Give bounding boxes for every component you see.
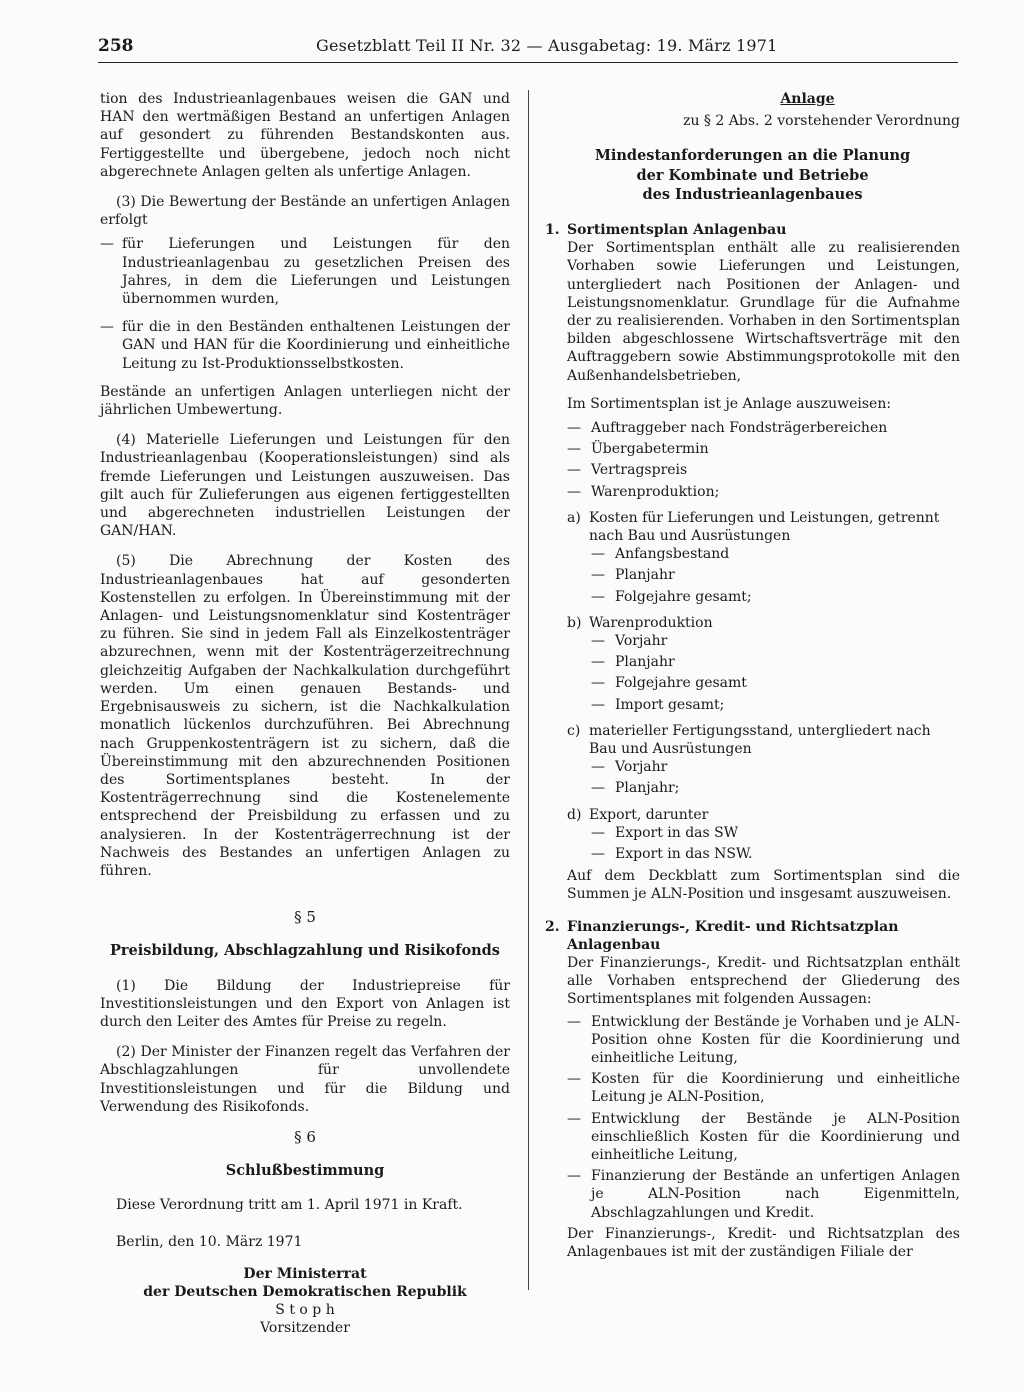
paragraph: Der Finanzierungs-, Kredit- und Richtsatzplan enthält alle Vorhaben entsprechend der Gliederung des Sortimentsplanes mit folgenden Aussagen: <box>567 955 960 1008</box>
column-divider <box>528 90 529 1290</box>
list-text: Planjahr <box>615 654 675 671</box>
paragraph: Auf dem Deckblatt zum Sortimentsplan sind die Summen je ALN-Position und insgesamt auszuweisen. <box>567 868 960 903</box>
section-number: § 6 <box>294 1127 316 1146</box>
lettered-text: materieller Fertigungsstand, untergliedert nach Bau und Ausrüstungen <box>589 722 931 757</box>
dash-marker: — <box>591 546 605 563</box>
letter-marker: d) <box>567 806 582 823</box>
paragraph: (5) Die Abrechnung der Kosten des Industrieanlagenbaues hat auf gesonderten Kostenstellen zu erfolgen. In Übereinstimmung mit der Anlagen- und Leistungsnomenklatur sind Kostenträger zu führen. Sie sind in jedem Fall als Einzelkostenträger abzurechnen, wenn mit der Kostenträgerzeitrechnung gleichzeitig Aufgaben der Nachkalkulation durchgeführt werden. Um einen genauen Bestands- und Ergebnisausweis zu sichern, ist die Nachkalkulation monatlich lückenlos durchzuführen. Bei Abrechnung nach Gruppenkostenträgern ist zu sichern, daß die Übereinstimmung mit den abzurechnenden Positionen des Sortimentsplanes besteht. In der Kostenträgerrechnung sind die Kostenelemente entsprechend der Preisbildung zu erfassen und zu analysieren. In der Kostenträgerrechnung ist der Nachweis des Bestandes an unfertigen Anlagen zu führen. <box>100 553 510 879</box>
list-text: Planjahr <box>615 567 675 584</box>
item-number: 2. <box>545 918 560 935</box>
dash-marker: — <box>567 419 581 436</box>
lettered-item <box>567 722 960 758</box>
section-title: Preisbildung, Abschlagzahlung und Risikofonds <box>110 942 500 960</box>
dash-marker: — <box>591 654 605 671</box>
lettered-text: Kosten für Lieferungen und Leistungen, getrennt nach Bau und Ausrüstungen <box>589 509 940 544</box>
dash-marker: — <box>591 675 605 692</box>
list-item <box>591 696 960 714</box>
paragraph: (1) Die Bildung der Industriepreise für Investitionsleistungen und den Export von Anlagen ist durch den Leiter des Amtes für Preise zu regeln. <box>100 977 510 1030</box>
dash-item <box>100 235 510 308</box>
dash-marker: — <box>591 567 605 584</box>
left-column <box>100 90 510 1338</box>
letter-marker: c) <box>567 722 581 739</box>
list-item <box>567 483 960 501</box>
dash-marker: — <box>591 780 605 797</box>
paragraph: (3) Die Bewertung der Bestände an unfertigen Anlagen erfolgt <box>100 194 510 229</box>
letter-marker: a) <box>567 509 581 526</box>
item-title: Sortimentsplan Anlagenbau <box>567 221 787 238</box>
sub-list <box>567 824 960 863</box>
list-item <box>567 1013 960 1068</box>
list-item <box>567 1167 960 1222</box>
list-item <box>591 758 960 776</box>
list-item <box>567 1110 960 1165</box>
running-title: Gesetzblatt Teil II Nr. 32 — Ausgabetag: 19. März 1971 <box>316 36 778 55</box>
paragraph: Bestände an unfertigen Anlagen unterliegen nicht der jährlichen Umbewertung. <box>100 383 510 419</box>
dash-marker: — <box>567 441 581 458</box>
list-text: Folgejahre gesamt; <box>615 588 752 605</box>
list-item <box>567 461 960 479</box>
paragraph: tion des Industrieanlagenbaues weisen die GAN und HAN den wertmäßigen Bestand an unfertigen Anlagen auf gesondert zu führenden Bestandskonten aus. Fertiggestellte und übergebene, jedoch noch nicht abgerechnete Anlagen gelten als unfertige Anlagen. <box>100 91 510 180</box>
list-text: Kosten für die Koordinierung und einheitliche Leitung je ALN-Position, <box>591 1071 960 1106</box>
list-item <box>567 1070 960 1106</box>
list-text: Folgejahre gesamt <box>615 675 747 692</box>
lettered-text: Warenproduktion <box>589 614 713 631</box>
dash-marker: — <box>591 696 605 713</box>
annex-label: Anlage <box>780 91 835 107</box>
sub-list <box>567 632 960 714</box>
letter-marker: b) <box>567 614 582 631</box>
list-item <box>591 824 960 842</box>
lettered-item <box>567 509 960 545</box>
list-text: Export in das NSW. <box>615 846 753 862</box>
list-item <box>591 545 960 563</box>
dash-marker: — <box>591 759 605 776</box>
paragraph: Der Finanzierungs-, Kredit- und Richtsatzplan des Anlagenbaues ist mit der zuständigen Filiale der <box>567 1225 960 1261</box>
list-text: Entwicklung der Bestände je ALN-Position einschließlich Kosten für die Koordinierung und einheitliche Leitung, <box>591 1110 960 1164</box>
dash-marker: — <box>567 483 581 500</box>
list-text: Planjahr; <box>615 780 680 797</box>
lettered-item <box>567 614 960 632</box>
dash-marker: — <box>567 462 581 479</box>
item-number: 1. <box>545 221 560 238</box>
dash-marker: — <box>100 236 114 253</box>
signature-body: Der Ministerrat <box>243 1265 367 1282</box>
signature-body: der Deutschen Demokratischen Republik <box>143 1283 467 1300</box>
list-text: Warenproduktion; <box>591 483 720 500</box>
list-item <box>591 588 960 606</box>
paragraph: Diese Verordnung tritt am 1. April 1971 in Kraft. <box>116 1197 463 1214</box>
list-item <box>591 674 960 692</box>
lettered-text: Export, darunter <box>589 806 709 823</box>
sub-list <box>567 758 960 797</box>
list-text: Anfangsbestand <box>615 546 730 563</box>
numbered-item <box>545 221 960 918</box>
dash-marker: — <box>591 824 605 841</box>
list-text: Vorjahr <box>615 759 668 776</box>
dash-text: für Lieferungen und Leistungen für den Industrieanlagenbau zu gesetzlichen Preisen des Jahres, in dem die Lieferungen und Leistungen übernommen wurden, <box>122 236 510 308</box>
right-column <box>545 90 960 1273</box>
paragraph: (2) Der Minister der Finanzen regelt das Verfahren der Abschlagzahlungen für unvollendete Investitionsleistungen und für die Bildung und Verwendung des Risikofonds. <box>100 1044 510 1115</box>
list-item <box>567 419 960 437</box>
signatory-name: S t o p h <box>275 1302 335 1319</box>
annex-title-line: des Industrieanlagenbaues <box>642 186 863 204</box>
dash-marker: — <box>567 1168 581 1185</box>
paragraph: (4) Materielle Lieferungen und Leistungen für den Industrieanlagenbau (Kooperationsleistungen) sind als fremde Lieferungen und Leistungen auszuweisen. Das gilt auch für Zulieferungen aus eigenen fertiggestellten und abgerechneten industriellen Leistungen der GAN/HAN. <box>100 432 510 540</box>
dash-item <box>100 318 510 373</box>
annex-reference: zu § 2 Abs. 2 vorstehender Verordnung <box>683 113 960 130</box>
list-text: Vorjahr <box>615 632 668 649</box>
annex-title-line: der Kombinate und Betriebe <box>636 166 869 184</box>
list-text: Export in das SW <box>615 824 739 841</box>
dash-marker: — <box>591 588 605 605</box>
list-item <box>591 653 960 671</box>
dash-marker: — <box>591 632 605 649</box>
dash-marker: — <box>100 319 114 336</box>
dash-marker: — <box>591 846 605 862</box>
paragraph: Der Sortimentsplan enthält alle zu realisierenden Vorhaben sowie Lieferungen und Leistungen, untergliedert nach Positionen der Anlagen- und Leistungsnomenklatur. Grundlage für die Aufnahme der zu realisierenden. Vorhaben in den Sortimentsplan bilden abgeschlossene Wirtschaftsverträge mit den Auftraggebern sowie Abstimmungsprotokolle mit den Außenhandelsbetrieben, <box>567 240 960 384</box>
dash-text: für die in den Beständen enthaltenen Leistungen der GAN und HAN für die Koordinierung und einheitliche Leitung zu Ist-Produktionsselbstkosten. <box>122 319 510 372</box>
section-title: Schlußbestimmung <box>225 1162 385 1180</box>
list-item <box>591 566 960 584</box>
list-text: Auftraggeber nach Fondsträgerbereichen <box>591 419 888 436</box>
list-text: Vertragspreis <box>591 462 688 479</box>
list-text: Finanzierung der Bestände an unfertigen Anlagen je ALN-Position nach Eigenmitteln, Abschlagzahlungen und Kredit. <box>591 1168 960 1221</box>
dash-marker: — <box>567 1071 581 1088</box>
list-text: Übergabetermin <box>591 441 709 458</box>
list-item <box>591 632 960 650</box>
list-item <box>591 845 960 863</box>
place-date: Berlin, den 10. März 1971 <box>116 1233 303 1250</box>
lettered-item <box>567 806 960 824</box>
list-item <box>567 440 960 458</box>
page-header <box>98 36 958 60</box>
numbered-item <box>545 918 960 1274</box>
list-text: Entwicklung der Bestände je Vorhaben und je ALN-Position ohne Kosten für die Koordinierung und einheitliche Leitung, <box>591 1013 960 1067</box>
item-title: Finanzierungs-, Kredit- und Richtsatzplan Anlagenbau <box>567 918 899 953</box>
list-item <box>591 779 960 797</box>
section-number: § 5 <box>294 908 316 927</box>
dash-marker: — <box>567 1013 581 1030</box>
paragraph: Im Sortimentsplan ist je Anlage auszuweisen: <box>567 395 892 412</box>
dash-marker: — <box>567 1110 581 1127</box>
header-rule <box>98 62 958 63</box>
signatory-title: Vorsitzender <box>260 1320 350 1337</box>
annex-title-line: Mindestanforderungen an die Planung <box>594 147 911 165</box>
page-number: 258 <box>98 36 134 56</box>
list-text: Import gesamt; <box>615 696 725 713</box>
sub-list <box>567 545 960 606</box>
